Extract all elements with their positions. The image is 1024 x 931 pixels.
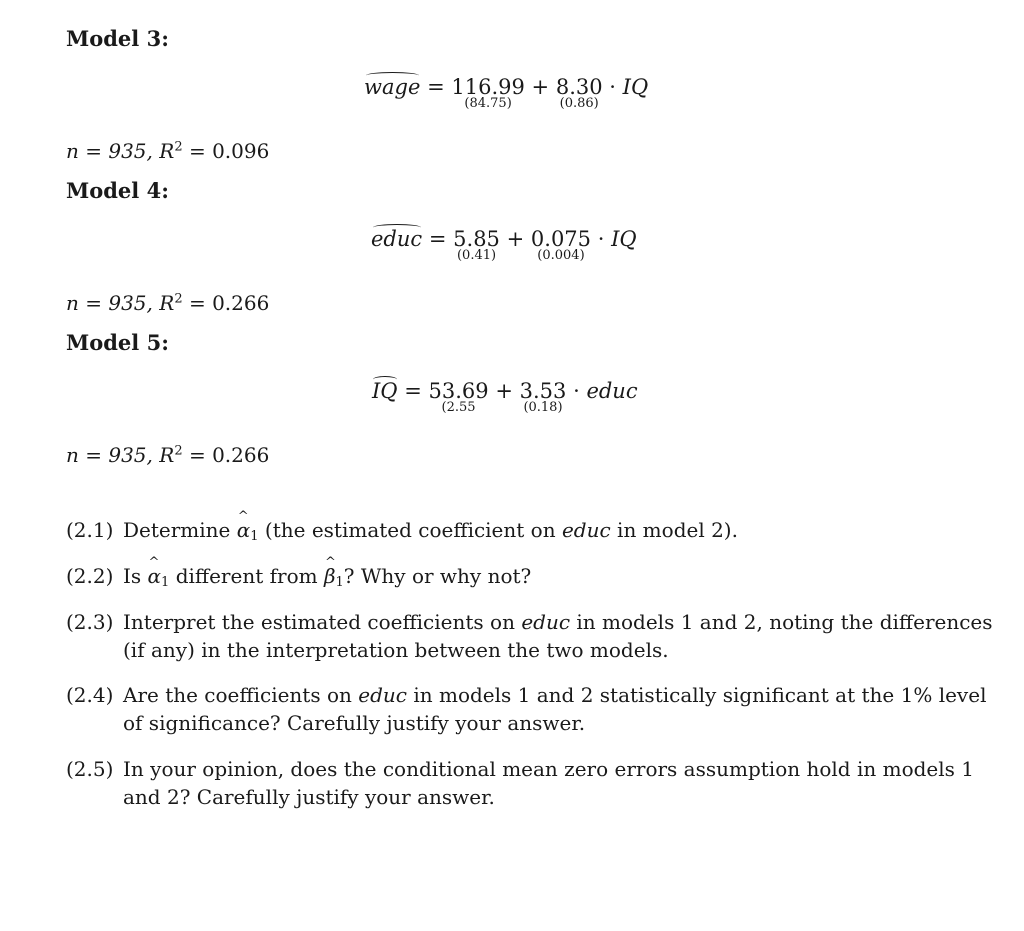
model-3-intercept-se: (84.75) [464, 96, 512, 111]
model-3-slope-se: (0.86) [559, 96, 599, 111]
question-2-2: (2.2) Is α $\^{}_1$ different from β $\^{}_1$? Why or why not? [66, 564, 966, 592]
model-4-slope: 0.075 (0.004) [530, 227, 592, 263]
question-2-3: (2.3) Interpret the estimated coefficients on educ in models 1 and 2, noting the differences (if any) in the interpretation between the two models. [66, 610, 993, 662]
model-3-regressor: IQ [622, 75, 649, 99]
model-5-regressor: educ [586, 379, 638, 403]
model-5-dependent: IQ [372, 379, 398, 403]
model-3-slope: 8.30 (0.86) [555, 75, 603, 111]
model-4-equation: educ = 5.85 (0.41) + 0.075 (0.004) · IQ [371, 227, 637, 263]
model-5-equation: IQ = 53.69 (2.55 + 3.53 (0.18) · educ [372, 379, 638, 415]
model-5-slope-se: (0.18) [523, 400, 563, 415]
alpha-hat-symbol: α ^ [237, 518, 251, 542]
question-2-5: (2.5) In your opinion, does the conditional mean zero errors assumption hold in models 1 and 2? Carefully justify your answer. [66, 757, 974, 809]
model-5-intercept-se: (2.55 [441, 400, 476, 415]
model-3-stats: n = 935, $R^2 = 0.096$ [66, 139, 270, 163]
model-3-equation: wage = 116.99 (84.75) + 8.30 (0.86) · IQ [364, 75, 649, 111]
model-4-stats: n = 935, $R^2 = 0.266$ [66, 291, 270, 315]
model-4-regressor: IQ [611, 227, 637, 251]
model-3-dependent: wage [364, 75, 421, 99]
model-4-slope-se: (0.004) [537, 248, 585, 263]
model-4-intercept-se: (0.41) [456, 248, 497, 263]
model-5-stats: n = 935, $R^2 = 0.266$ [66, 443, 270, 467]
model-3-heading: Model 3: [66, 26, 169, 51]
beta-hat-symbol: β ^ [324, 564, 336, 588]
model-5-slope: 3.53 (0.18) [519, 379, 567, 415]
alpha-hat-symbol: α ^ [148, 564, 162, 588]
model-5-heading: Model 5: [66, 330, 169, 355]
model-5-intercept: 53.69 (2.55 [428, 379, 489, 415]
model-3-intercept: 116.99 (84.75) [451, 75, 525, 111]
question-2-4: (2.4) Are the coefficients on educ in models 1 and 2 statistically significant at the 1% level of significance? Carefully justify your answer. [66, 683, 987, 735]
model-4-dependent: educ [371, 227, 423, 251]
question-2-1: (2.1) Determine α $\^{}_1$ (the estimated coefficient on educ in model 2). [66, 518, 966, 546]
model-4-intercept: 5.85 (0.41) [453, 227, 500, 263]
model-4-heading: Model 4: [66, 178, 169, 203]
